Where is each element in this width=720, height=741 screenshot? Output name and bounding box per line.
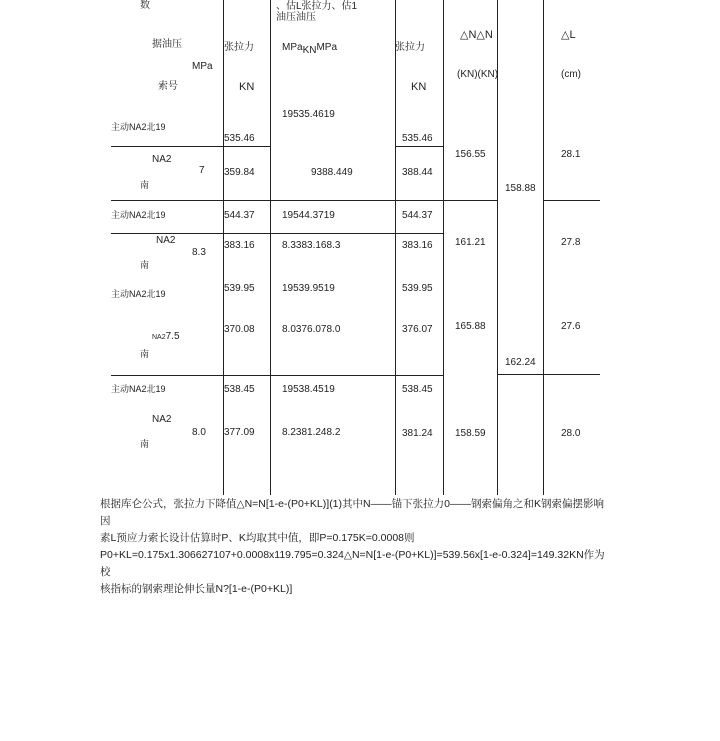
row-line <box>111 233 443 234</box>
col-divider-4 <box>443 0 444 495</box>
header-mixed-units <box>282 42 338 56</box>
row-3-mid: 19544.3719 <box>282 210 335 221</box>
row-1-tension2: 535.46 <box>402 133 433 144</box>
row-1-tension1: 535.46 <box>224 133 255 144</box>
row-2-label: NA2 <box>152 154 172 165</box>
delta-n-combined-2: 162.24 <box>505 357 536 368</box>
delta-l-1: 28.1 <box>561 149 581 160</box>
header-tension-1: 张拉力 <box>224 42 254 53</box>
row-4-tension1: 383.16 <box>224 240 255 251</box>
row-2-mid: 9388.449 <box>311 167 353 178</box>
delta-l-3: 27.6 <box>561 321 581 332</box>
row-6-sublabel: 南 <box>140 349 150 359</box>
row-8-mid: 8.2381.248.2 <box>282 427 341 438</box>
header-note-line2: 油压油压 <box>276 12 316 23</box>
header-kn-2: KN <box>411 81 427 93</box>
row-5-label: 主动NA2北19 <box>111 289 166 299</box>
row-line <box>543 200 600 201</box>
formula-paragraph <box>100 496 610 598</box>
row-6-num: 7.5 <box>165 331 180 342</box>
row-7-tension2: 538.45 <box>402 384 433 395</box>
formula-line-3: P0+KL=0.175x1.306627107+0.0008x119.795=0.324△N=N[1-e-(P0+KL)]=539.56x[1-e-0.324]=149.32KN作为校 <box>100 549 605 578</box>
header-delta-l: △L <box>561 29 576 41</box>
header-mixed-c: MPa <box>316 42 338 53</box>
delta-n-group-4: 158.59 <box>455 428 486 439</box>
row-8-num: 8.0 <box>192 427 206 438</box>
row-7-mid: 19538.4519 <box>282 384 335 395</box>
row-6-tension2: 376.07 <box>402 324 433 335</box>
row-1-mid: 19535.4619 <box>282 109 335 120</box>
row-2-sublabel: 南 <box>140 180 150 190</box>
header-mpa-unit: MPa <box>192 61 213 72</box>
header-tension-2: 张拉力 <box>395 42 425 53</box>
header-delta-l-unit: (cm) <box>561 69 581 80</box>
row-line <box>395 146 443 147</box>
row-4-mid: 8.3383.168.3 <box>282 240 341 251</box>
formula-line-4: 核指标的钢索理论伸长量N?[1-e-(P0+KL)] <box>100 583 293 595</box>
col-divider-6 <box>543 0 544 495</box>
col-divider-2 <box>270 0 271 495</box>
row-line <box>111 375 443 376</box>
delta-n-combined-1: 158.88 <box>505 183 536 194</box>
row-5-tension1: 539.95 <box>224 283 255 294</box>
header-top-left: 数 <box>140 0 150 11</box>
row-3-label: 主动NA2北19 <box>111 210 166 220</box>
row-6-tension1: 370.08 <box>224 324 255 335</box>
row-7-label: 主动NA2北19 <box>111 384 166 394</box>
row-2-num: 7 <box>199 165 205 176</box>
delta-l-4: 28.0 <box>561 428 581 439</box>
row-8-sublabel: 南 <box>140 439 150 449</box>
row-3-tension2: 544.37 <box>402 210 433 221</box>
row-6-label <box>152 327 180 343</box>
row-8-tension2: 381.24 <box>402 428 433 439</box>
row-6-mid: 8.0376.078.0 <box>282 324 341 335</box>
row-line <box>111 200 497 201</box>
row-8-tension1: 377.09 <box>224 427 255 438</box>
row-1-label: 主动NA2北19 <box>111 122 166 132</box>
row-4-num: 8.3 <box>192 247 206 258</box>
row-2-tension2: 388.44 <box>402 167 433 178</box>
row-4-tension2: 383.16 <box>402 240 433 251</box>
row-2-tension1: 359.84 <box>224 167 255 178</box>
delta-n-group-3: 165.88 <box>455 321 486 332</box>
header-delta-n-unit: (KN)(KN) <box>457 69 499 80</box>
delta-n-group-1: 156.55 <box>455 149 486 160</box>
row-4-sublabel: 南 <box>140 260 150 270</box>
header-delta-n: △N△N <box>460 29 493 41</box>
row-4-label: NA2 <box>156 235 176 246</box>
row-6-label-prefix: NA2 <box>152 334 166 341</box>
row-7-tension1: 538.45 <box>224 384 255 395</box>
row-line <box>497 374 600 375</box>
col-divider-3 <box>395 0 396 495</box>
header-mixed-a: MPa <box>282 42 303 53</box>
row-5-mid: 19539.9519 <box>282 283 335 294</box>
header-note-line1: 、估L张拉力、估1 <box>276 1 358 12</box>
row-8-label: NA2 <box>152 414 172 425</box>
formula-line-1: 根据库仑公式，张拉力下降值△N=N[1-e-(P0+KL)](1)其中N——锚下张拉力0——钢索偏角之和K钢索偏摆影响因 <box>100 498 604 527</box>
header-kn-1: KN <box>239 81 255 93</box>
header-pressure-label: 据油压 <box>152 39 182 50</box>
formula-line-2: 素L预应力索长设计估算时P、K均取其中值，即P=0.175K=0.0008则 <box>100 532 415 544</box>
delta-n-group-2: 161.21 <box>455 237 486 248</box>
row-3-tension1: 544.37 <box>224 210 255 221</box>
header-cable-no: 索号 <box>158 81 178 92</box>
delta-l-2: 27.8 <box>561 237 581 248</box>
row-line <box>111 146 271 147</box>
header-mixed-b: KN <box>302 45 317 56</box>
row-5-tension2: 539.95 <box>402 283 433 294</box>
